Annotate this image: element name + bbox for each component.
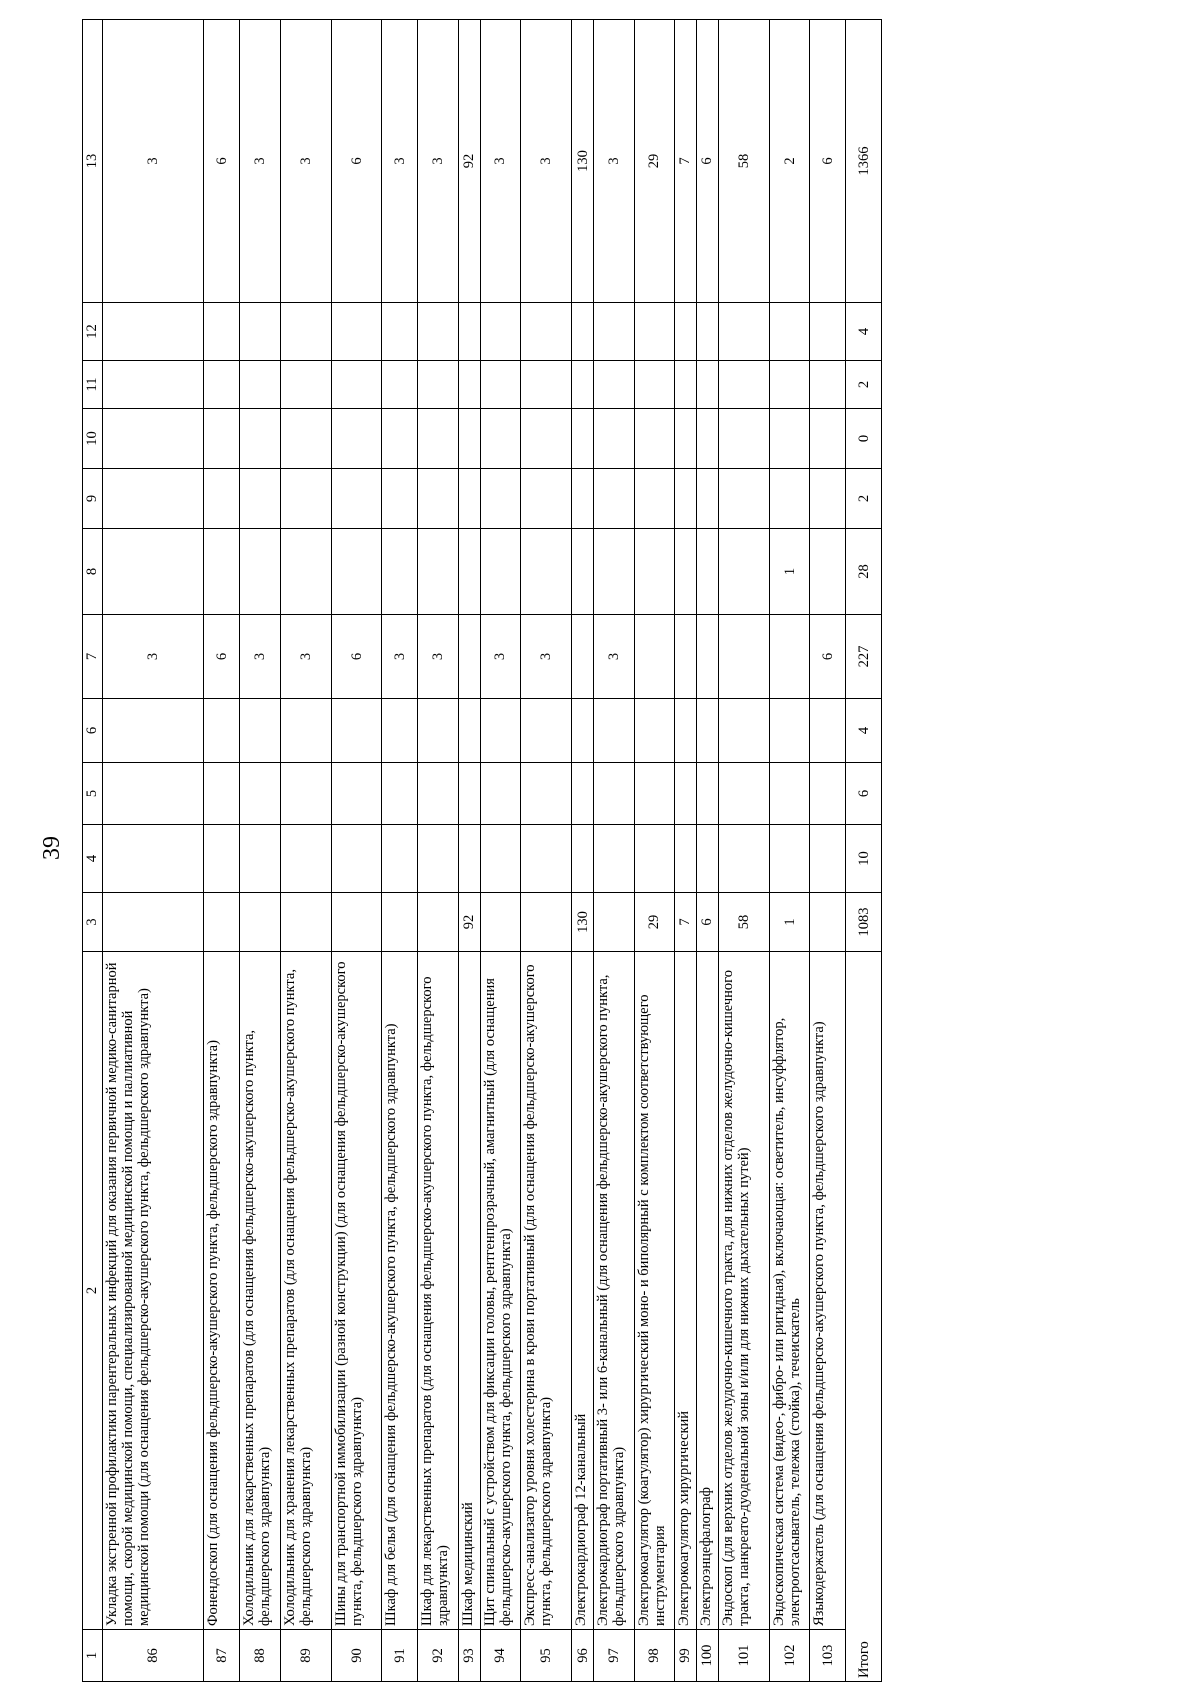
- quantity-cell: 3: [382, 615, 418, 699]
- quantity-cell: [572, 825, 594, 893]
- quantity-cell: 3: [480, 615, 520, 699]
- quantity-cell: 3: [418, 615, 458, 699]
- quantity-cell: [102, 825, 204, 893]
- quantity-cell: [102, 303, 204, 361]
- quantity-cell: [572, 615, 594, 699]
- quantity-cell: [572, 303, 594, 361]
- quantity-cell: [458, 529, 480, 615]
- total-cell: 0: [846, 409, 882, 469]
- quantity-cell: [240, 825, 280, 893]
- quantity-cell: [331, 893, 382, 952]
- quantity-cell: [521, 409, 572, 469]
- table-row: [634, 20, 674, 1682]
- quantity-cell: [102, 529, 204, 615]
- quantity-cell: [102, 763, 204, 825]
- quantity-cell: [480, 699, 520, 763]
- quantity-cell: [204, 893, 240, 952]
- column-header: 4: [83, 825, 103, 893]
- quantity-cell: [331, 699, 382, 763]
- total-cell: 4: [846, 699, 882, 763]
- quantity-cell: [810, 825, 846, 893]
- quantity-cell: [810, 303, 846, 361]
- quantity-cell: [769, 825, 809, 893]
- quantity-cell: [675, 529, 697, 615]
- quantity-cell: [675, 763, 697, 825]
- row-number: 92: [418, 1630, 458, 1682]
- quantity-cell: [594, 409, 634, 469]
- quantity-cell: [418, 361, 458, 409]
- quantity-cell: [634, 763, 674, 825]
- quantity-cell: [280, 763, 331, 825]
- quantity-cell: 6: [810, 615, 846, 699]
- table-row: [331, 20, 382, 1682]
- quantity-cell: [594, 303, 634, 361]
- column-header: 10: [83, 409, 103, 469]
- column-header: 13: [83, 20, 103, 303]
- quantity-cell: [696, 699, 718, 763]
- quantity-cell: [675, 699, 697, 763]
- table-row: [382, 20, 418, 1682]
- equipment-name: Шины для транспортной иммобилизации (разной конструкции) (для оснащения фельдшерско-акушерского пункта, фельдшерского здравпункта): [331, 952, 382, 1630]
- column-header: 12: [83, 303, 103, 361]
- quantity-cell: [675, 825, 697, 893]
- quantity-cell: [718, 763, 769, 825]
- quantity-cell: 6: [696, 20, 718, 303]
- quantity-cell: [572, 763, 594, 825]
- quantity-cell: 3: [382, 20, 418, 303]
- quantity-cell: [382, 361, 418, 409]
- quantity-cell: [240, 699, 280, 763]
- quantity-cell: [696, 361, 718, 409]
- quantity-cell: [675, 469, 697, 529]
- quantity-cell: 6: [696, 893, 718, 952]
- quantity-cell: [696, 409, 718, 469]
- quantity-cell: [696, 529, 718, 615]
- quantity-cell: 6: [810, 20, 846, 303]
- equipment-name: Укладка экстренной профилактики парентеральных инфекций для оказания первичной медико-санитарной помощи, скорой медицинской помощи, специализированной медицинской помощи и паллиативной медицинской помощи (для оснащения фельдшерско-акушерского пункта, фельдшерского здравпункта): [102, 952, 204, 1630]
- quantity-cell: [594, 361, 634, 409]
- equipment-name: Электрокоагулятор (коагулятор) хирургический моно- и биполярный с комплектом соответствующего инструментария: [634, 952, 674, 1630]
- quantity-cell: 1: [769, 529, 809, 615]
- quantity-cell: [204, 303, 240, 361]
- column-header: 8: [83, 529, 103, 615]
- quantity-cell: [382, 825, 418, 893]
- quantity-cell: [480, 763, 520, 825]
- quantity-cell: [418, 763, 458, 825]
- quantity-cell: [418, 469, 458, 529]
- quantity-cell: 7: [675, 20, 697, 303]
- quantity-cell: [572, 469, 594, 529]
- quantity-cell: [769, 699, 809, 763]
- row-number: 90: [331, 1630, 382, 1682]
- equipment-name: Холодильник для хранения лекарственных препаратов (для оснащения фельдшерско-акушерского пункта, фельдшерского здравпункта): [280, 952, 331, 1630]
- quantity-cell: [204, 529, 240, 615]
- quantity-cell: [572, 361, 594, 409]
- quantity-cell: [204, 469, 240, 529]
- quantity-cell: [718, 825, 769, 893]
- quantity-cell: [675, 303, 697, 361]
- quantity-cell: 3: [280, 20, 331, 303]
- quantity-cell: [810, 699, 846, 763]
- quantity-cell: [458, 763, 480, 825]
- quantity-cell: [521, 303, 572, 361]
- total-label: Итого: [846, 952, 882, 1682]
- quantity-cell: 92: [458, 893, 480, 952]
- total-cell: 1083: [846, 893, 882, 952]
- quantity-cell: [204, 825, 240, 893]
- quantity-cell: [634, 825, 674, 893]
- quantity-cell: [240, 529, 280, 615]
- quantity-cell: [458, 361, 480, 409]
- quantity-cell: [240, 469, 280, 529]
- quantity-cell: [696, 303, 718, 361]
- table-row: [572, 20, 594, 1682]
- quantity-cell: [331, 409, 382, 469]
- equipment-name: Фонендоскоп (для оснащения фельдшерско-акушерского пункта, фельдшерского здравпункта): [204, 952, 240, 1630]
- quantity-cell: [382, 893, 418, 952]
- quantity-cell: [810, 469, 846, 529]
- rotated-table-wrapper: [82, 20, 882, 1682]
- quantity-cell: [810, 893, 846, 952]
- column-header: 1: [83, 1630, 103, 1682]
- table-row: [102, 20, 204, 1682]
- row-number: 94: [480, 1630, 520, 1682]
- quantity-cell: 130: [572, 20, 594, 303]
- total-cell: 1366: [846, 20, 882, 303]
- equipment-name: Экспресс-анализатор уровня холестерина в крови портативный (для оснащения фельдшерско-акушерского пункта, фельдшерского здравпункта): [521, 952, 572, 1630]
- quantity-cell: [594, 529, 634, 615]
- row-number: 88: [240, 1630, 280, 1682]
- quantity-cell: [382, 409, 418, 469]
- column-header: 7: [83, 615, 103, 699]
- quantity-cell: [521, 529, 572, 615]
- quantity-cell: 3: [102, 20, 204, 303]
- quantity-cell: [769, 763, 809, 825]
- row-number: 97: [594, 1630, 634, 1682]
- quantity-cell: [521, 893, 572, 952]
- quantity-cell: [331, 529, 382, 615]
- equipment-name: Щит спинальный с устройством для фиксации головы, рентгенпрозрачный, амагнитный (для оснащения фельдшерско-акушерского пункта, фельдшерского здравпункта): [480, 952, 520, 1630]
- quantity-cell: [594, 699, 634, 763]
- total-cell: 227: [846, 615, 882, 699]
- quantity-cell: [418, 409, 458, 469]
- quantity-cell: 58: [718, 20, 769, 303]
- quantity-cell: 29: [634, 893, 674, 952]
- quantity-cell: [458, 615, 480, 699]
- table-row: [418, 20, 458, 1682]
- quantity-cell: [331, 361, 382, 409]
- quantity-cell: [718, 409, 769, 469]
- row-number: 100: [696, 1630, 718, 1682]
- quantity-cell: [382, 763, 418, 825]
- column-header: 9: [83, 469, 103, 529]
- quantity-cell: [280, 699, 331, 763]
- quantity-cell: [240, 763, 280, 825]
- quantity-cell: [718, 469, 769, 529]
- row-number: 102: [769, 1630, 809, 1682]
- quantity-cell: [634, 529, 674, 615]
- quantity-cell: [102, 699, 204, 763]
- total-row: [846, 20, 882, 1682]
- quantity-cell: [240, 893, 280, 952]
- quantity-cell: [634, 615, 674, 699]
- quantity-cell: [769, 361, 809, 409]
- quantity-cell: 6: [204, 615, 240, 699]
- quantity-cell: [521, 763, 572, 825]
- quantity-cell: [418, 529, 458, 615]
- row-number: 99: [675, 1630, 697, 1682]
- column-header: 6: [83, 699, 103, 763]
- quantity-cell: [696, 469, 718, 529]
- quantity-cell: [480, 825, 520, 893]
- row-number: 87: [204, 1630, 240, 1682]
- quantity-cell: [696, 825, 718, 893]
- quantity-cell: 3: [240, 20, 280, 303]
- row-number: 103: [810, 1630, 846, 1682]
- quantity-cell: [204, 699, 240, 763]
- table-row: [458, 20, 480, 1682]
- quantity-cell: [634, 699, 674, 763]
- quantity-cell: [634, 469, 674, 529]
- quantity-cell: [280, 361, 331, 409]
- quantity-cell: [480, 409, 520, 469]
- quantity-cell: [102, 361, 204, 409]
- quantity-cell: [769, 303, 809, 361]
- quantity-cell: 3: [594, 20, 634, 303]
- equipment-name: Эндоскоп (для верхних отделов желудочно-кишечного тракта, для нижних отделов желудочно-кишечного тракта, панкреато-дуоденальной зоны и/или для нижних дыхательных путей): [718, 952, 769, 1630]
- equipment-name: Эндоскопическая система (видео-, фибро- или ригидная), включающая: осветитель, инсуффлятор, электроотсасыватель, тележка (стойка), течеискатель: [769, 952, 809, 1630]
- quantity-cell: [480, 303, 520, 361]
- quantity-cell: 92: [458, 20, 480, 303]
- quantity-cell: [718, 303, 769, 361]
- equipment-name: Электроэнцефалограф: [696, 952, 718, 1630]
- equipment-name: Шкаф для лекарственных препаратов (для оснащения фельдшерско-акушерского пункта, фельдшерского здравпункта): [418, 952, 458, 1630]
- quantity-cell: 3: [418, 20, 458, 303]
- quantity-cell: [280, 409, 331, 469]
- table-body: [83, 20, 882, 1682]
- table-row: [240, 20, 280, 1682]
- quantity-cell: 3: [594, 615, 634, 699]
- quantity-cell: [675, 409, 697, 469]
- quantity-cell: [280, 893, 331, 952]
- page-number: 39: [39, 836, 65, 860]
- row-number: 98: [634, 1630, 674, 1682]
- equipment-name: Электрокардиограф 12-канальный: [572, 952, 594, 1630]
- quantity-cell: [810, 409, 846, 469]
- quantity-cell: [594, 763, 634, 825]
- quantity-cell: 3: [240, 615, 280, 699]
- quantity-cell: [458, 825, 480, 893]
- quantity-cell: [418, 699, 458, 763]
- equipment-name: Холодильник для лекарственных препаратов (для оснащения фельдшерско-акушерского пункта, фельдшерского здравпункта): [240, 952, 280, 1630]
- quantity-cell: [280, 825, 331, 893]
- quantity-cell: [634, 409, 674, 469]
- column-header: 3: [83, 893, 103, 952]
- table-row: [594, 20, 634, 1682]
- table-row: [769, 20, 809, 1682]
- quantity-cell: [810, 529, 846, 615]
- quantity-cell: [382, 699, 418, 763]
- quantity-cell: [675, 615, 697, 699]
- quantity-cell: [521, 825, 572, 893]
- column-header: 5: [83, 763, 103, 825]
- quantity-cell: [718, 529, 769, 615]
- total-cell: 2: [846, 469, 882, 529]
- quantity-cell: [331, 469, 382, 529]
- quantity-cell: [331, 763, 382, 825]
- quantity-cell: 3: [480, 20, 520, 303]
- quantity-cell: [634, 361, 674, 409]
- quantity-cell: [458, 469, 480, 529]
- quantity-cell: [572, 529, 594, 615]
- quantity-cell: [675, 361, 697, 409]
- table-row: [696, 20, 718, 1682]
- quantity-cell: [382, 529, 418, 615]
- quantity-cell: [418, 303, 458, 361]
- quantity-cell: [382, 303, 418, 361]
- quantity-cell: [418, 825, 458, 893]
- quantity-cell: [102, 469, 204, 529]
- quantity-cell: 1: [769, 893, 809, 952]
- quantity-cell: [458, 699, 480, 763]
- quantity-cell: [718, 615, 769, 699]
- quantity-cell: [480, 893, 520, 952]
- quantity-cell: [521, 361, 572, 409]
- quantity-cell: [204, 763, 240, 825]
- quantity-cell: 130: [572, 893, 594, 952]
- quantity-cell: [280, 469, 331, 529]
- quantity-cell: [382, 469, 418, 529]
- quantity-cell: [572, 699, 594, 763]
- quantity-cell: [480, 469, 520, 529]
- quantity-cell: [480, 361, 520, 409]
- quantity-cell: [458, 303, 480, 361]
- table-row: [810, 20, 846, 1682]
- equipment-name: Шкаф для белья (для оснащения фельдшерско-акушерского пункта, фельдшерского здравпункта): [382, 952, 418, 1630]
- row-number: 101: [718, 1630, 769, 1682]
- table-row: [718, 20, 769, 1682]
- quantity-cell: [810, 361, 846, 409]
- quantity-cell: [594, 893, 634, 952]
- header-row: [83, 20, 103, 1682]
- total-cell: 4: [846, 303, 882, 361]
- quantity-cell: [594, 825, 634, 893]
- quantity-cell: 3: [521, 615, 572, 699]
- quantity-cell: [810, 763, 846, 825]
- equipment-name: Электрокардиограф портативный 3- или 6-канальный (для оснащения фельдшерско-акушерского пункта, фельдшерского здравпункта): [594, 952, 634, 1630]
- quantity-cell: 6: [331, 20, 382, 303]
- table-row: [675, 20, 697, 1682]
- quantity-cell: [240, 361, 280, 409]
- row-number: 93: [458, 1630, 480, 1682]
- table-row: [521, 20, 572, 1682]
- quantity-cell: [634, 303, 674, 361]
- table-row: [204, 20, 240, 1682]
- quantity-cell: [240, 409, 280, 469]
- quantity-cell: 2: [769, 20, 809, 303]
- row-number: 95: [521, 1630, 572, 1682]
- equipment-name: Электрокоагулятор хирургический: [675, 952, 697, 1630]
- quantity-cell: 29: [634, 20, 674, 303]
- quantity-cell: [521, 469, 572, 529]
- quantity-cell: [102, 409, 204, 469]
- quantity-cell: 3: [280, 615, 331, 699]
- total-cell: 6: [846, 763, 882, 825]
- quantity-cell: 58: [718, 893, 769, 952]
- quantity-cell: [458, 409, 480, 469]
- table-row: [480, 20, 520, 1682]
- quantity-cell: [102, 893, 204, 952]
- quantity-cell: 7: [675, 893, 697, 952]
- quantity-cell: [480, 529, 520, 615]
- quantity-cell: [204, 409, 240, 469]
- equipment-table: [82, 19, 882, 1682]
- quantity-cell: [280, 529, 331, 615]
- quantity-cell: 6: [331, 615, 382, 699]
- quantity-cell: [572, 409, 594, 469]
- row-number: 86: [102, 1630, 204, 1682]
- quantity-cell: [594, 469, 634, 529]
- quantity-cell: [204, 361, 240, 409]
- quantity-cell: [769, 615, 809, 699]
- quantity-cell: [331, 825, 382, 893]
- total-cell: 28: [846, 529, 882, 615]
- quantity-cell: [418, 893, 458, 952]
- quantity-cell: [718, 699, 769, 763]
- row-number: 89: [280, 1630, 331, 1682]
- total-cell: 10: [846, 825, 882, 893]
- quantity-cell: 6: [204, 20, 240, 303]
- row-number: 91: [382, 1630, 418, 1682]
- quantity-cell: [769, 409, 809, 469]
- quantity-cell: 3: [521, 20, 572, 303]
- total-cell: 2: [846, 361, 882, 409]
- column-header: 2: [83, 952, 103, 1630]
- quantity-cell: [280, 303, 331, 361]
- quantity-cell: [331, 303, 382, 361]
- column-header: 11: [83, 361, 103, 409]
- equipment-name: Языкодержатель (для оснащения фельдшерско-акушерского пункта, фельдшерского здравпункта): [810, 952, 846, 1630]
- quantity-cell: [769, 469, 809, 529]
- quantity-cell: [696, 763, 718, 825]
- quantity-cell: 3: [102, 615, 204, 699]
- quantity-cell: [696, 615, 718, 699]
- table-row: [280, 20, 331, 1682]
- equipment-name: Шкаф медицинский: [458, 952, 480, 1630]
- quantity-cell: [521, 699, 572, 763]
- row-number: 96: [572, 1630, 594, 1682]
- quantity-cell: [718, 361, 769, 409]
- quantity-cell: [240, 303, 280, 361]
